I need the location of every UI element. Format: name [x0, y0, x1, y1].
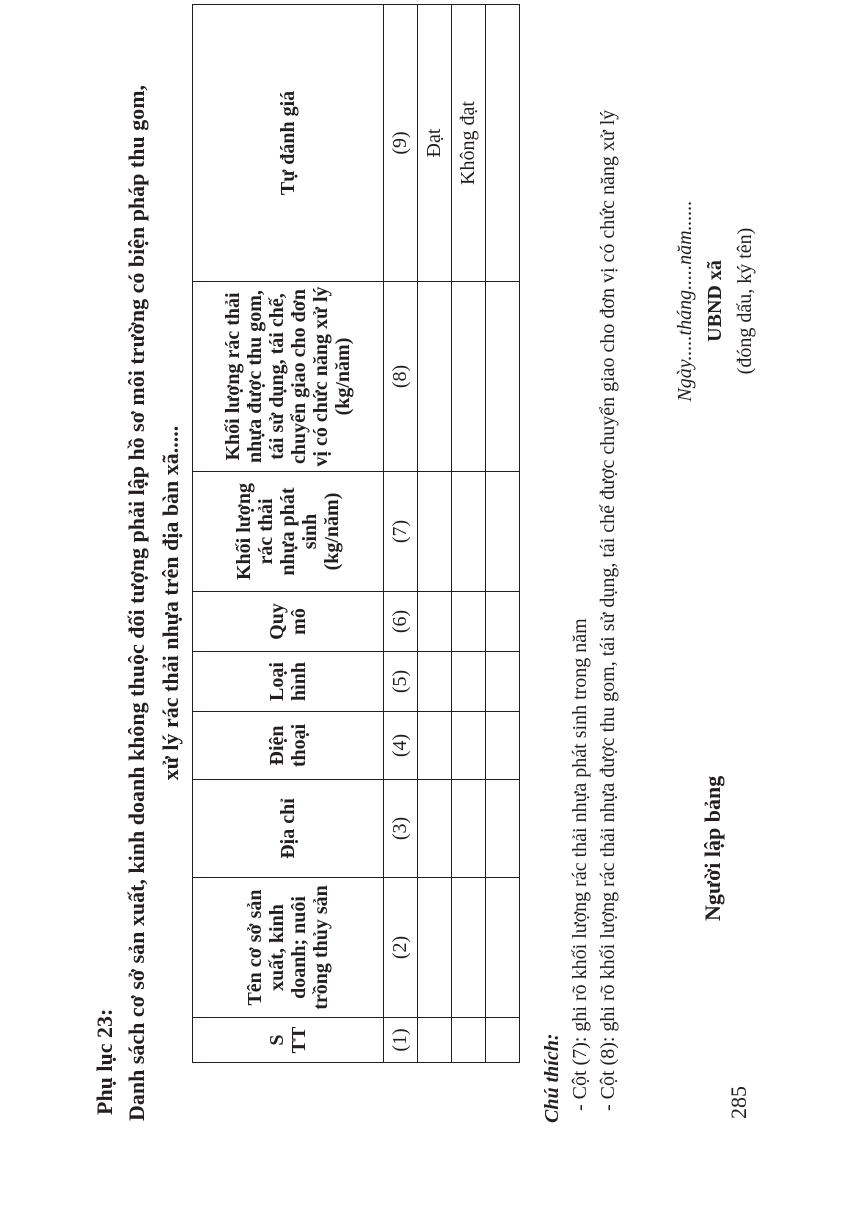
authority-name: UBND xã — [704, 260, 726, 342]
preparer-signature-label: Người lập bảng — [700, 775, 725, 921]
column-number: (1) — [384, 1018, 418, 1063]
col-header-facility-name: Tên cơ sở sản xuất, kinh doanh; nuôi trồng thủy sản — [193, 878, 384, 1018]
column-number: (9) — [384, 5, 418, 282]
table-header-row — [193, 5, 384, 1063]
eval-cell: Đạt — [418, 5, 452, 282]
table-row — [486, 5, 520, 1063]
eval-cell — [486, 5, 520, 282]
col-header-phone: Điện thoại — [193, 712, 384, 780]
column-number: (2) — [384, 878, 418, 1018]
facility-table — [192, 4, 520, 1063]
appendix-heading: Phụ lục 23: — [92, 1008, 117, 1115]
note-line-col7: - Cột (7): ghi rõ khối lượng rác thải nhựa phát sinh trong năm — [569, 618, 591, 1111]
col-header-stt: S TT — [193, 1018, 384, 1063]
table-row — [452, 5, 486, 1063]
col-header-waste-generated: Khối lượng rác thải nhựa phát sinh (kg/năm) — [193, 472, 384, 592]
column-number: (7) — [384, 472, 418, 592]
notes-label: Chú thích: — [541, 1033, 563, 1123]
column-number: (3) — [384, 780, 418, 878]
authority-signature-block — [670, 101, 760, 501]
date-line: Ngày.....tháng.....năm...... — [674, 200, 696, 402]
document-title: Danh sách cơ sở sản xuất, kinh doanh không thuộc đối tượng phải lập hồ sơ môi trường có biện pháp thu gom, xử lý rác thải nhựa trên địa bàn xã..... — [124, 84, 183, 1122]
eval-cell: Không đạt — [452, 5, 486, 282]
column-number-row — [384, 5, 418, 1063]
column-number: (8) — [384, 282, 418, 472]
col-header-type: Loại hình — [193, 652, 384, 712]
col-header-waste-collected: Khối lượng rác thải nhựa được thu gom, tái sử dụng, tái chế, chuyển giao cho đơn vị có chức năng xử lý (kg/năm) — [193, 282, 384, 472]
col-header-address: Địa chỉ — [193, 780, 384, 878]
column-number: (5) — [384, 652, 418, 712]
notes-section — [538, 63, 622, 1123]
table-row — [418, 5, 452, 1063]
col-header-self-evaluation: Tự đánh giá — [193, 5, 384, 282]
column-number: (4) — [384, 712, 418, 780]
col-header-scale: Quy mô — [193, 592, 384, 652]
page-number: 285 — [726, 1086, 751, 1119]
note-line-col8: - Cột (8): ghi rõ khối lượng rác thải nhựa được thu gom, tái sử dụng, tái chế được chuyển giao cho đơn vị có chức năng xử lý — [597, 109, 619, 1111]
column-number: (6) — [384, 592, 418, 652]
seal-note: (đóng dấu, ký tên) — [734, 227, 756, 375]
